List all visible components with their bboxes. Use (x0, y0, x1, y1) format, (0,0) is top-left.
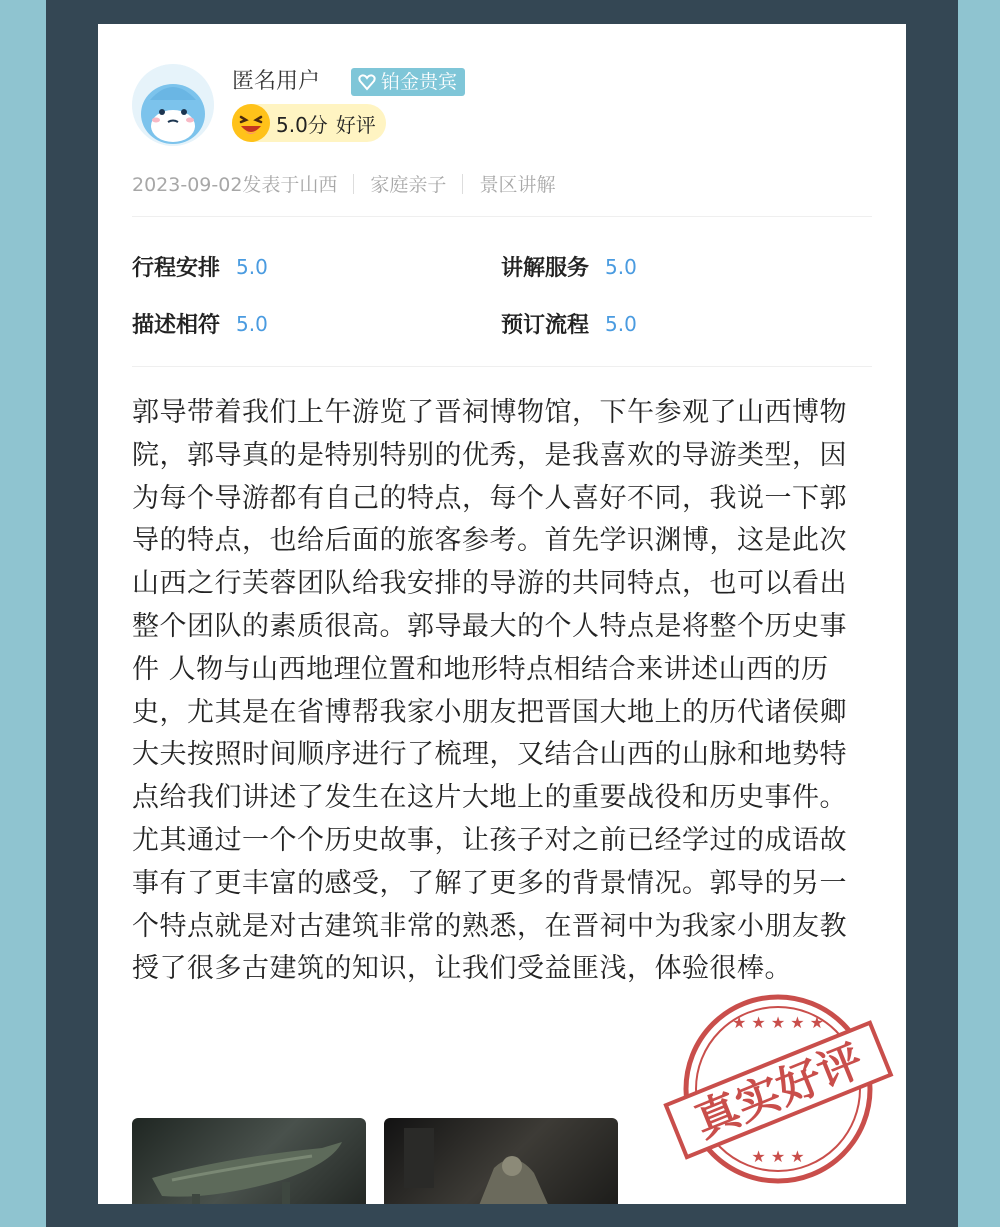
score-value: 5.0 (605, 311, 637, 336)
section-divider (132, 366, 872, 367)
score-label: 预订流程 (501, 313, 590, 338)
trip-type-tag: 家庭亲子 (370, 174, 447, 196)
username[interactable]: 匿名用户 (232, 69, 321, 94)
dolphin-avatar-icon (132, 64, 214, 146)
score-label: 描述相符 (132, 313, 221, 338)
stamp-text: 真实好评 (687, 1034, 871, 1148)
section-divider (132, 216, 872, 217)
bronze-vessel-image (132, 1118, 366, 1204)
post-date-location: 2023-09-02发表于山西 (132, 174, 338, 196)
score-booking-process (501, 308, 637, 339)
review-meta (132, 170, 555, 197)
score-label: 讲解服务 (501, 256, 590, 281)
score-value: 5.0 (236, 311, 268, 336)
vip-label: 铂金贵宾 (381, 71, 458, 93)
review-text (132, 392, 872, 991)
left-border (0, 0, 46, 1227)
review-photo-1[interactable] (132, 1118, 366, 1204)
meta-divider (353, 174, 354, 194)
service-type-tag: 景区讲解 (479, 174, 556, 196)
score-value: 5.0 (236, 254, 268, 279)
vip-badge (351, 68, 465, 96)
heart-badge-icon (357, 72, 377, 92)
svg-text:★ ★ ★: ★ ★ ★ (751, 1147, 805, 1166)
overall-score: 5.0分 (276, 112, 328, 137)
meta-divider (462, 174, 463, 194)
score-label: 行程安排 (132, 256, 221, 281)
svg-text:★ ★ ★ ★ ★: ★ ★ ★ ★ ★ (731, 1013, 825, 1032)
review-photo-2[interactable] (384, 1118, 618, 1204)
review-card (98, 24, 906, 1204)
review-body: 郭导带着我们上午游览了晋祠博物馆，下午参观了山西博物院，郭导真的是特别特别的优秀，是我喜欢的导游类型，因为每个导游都有自己的特点，每个人喜好不同，我说一下郭导的特点，也给后面的旅客参考。首先学识渊博，这是此次山西之行芙蓉团队给我安排的导游的共同特点，也可以看出整个团队的素质很高。郭导最大的个人特点是将整个历史事件 人物与山西地理位置和地形特点相结合来讲述山西的历史，尤其是在省博帮我家小朋友把晋国大地上的历代诸侯卿大夫按照时间顺序进行了梳理，又结合山西的山脉和地势特点给我们讲述了发生在这片大地上的重要战役和历史事件。尤其通过一个个历史故事，让孩子对之前已经学过的成语故事有了更丰富的感受，了解了更多的背景情况。郭导的另一个特点就是对古建筑非常的熟悉，在晋祠中为我家小朋友教授了很多古建筑的知识，让我们受益匪浅，体验很棒。 (132, 397, 847, 985)
user-avatar[interactable] (132, 64, 214, 146)
bronze-artifact-image (384, 1118, 618, 1204)
score-itinerary (132, 251, 268, 282)
authentic-review-stamp (638, 984, 898, 1194)
verdict-label: 好评 (335, 112, 376, 137)
right-border (958, 0, 1000, 1227)
score-description-match (132, 308, 268, 339)
score-guide-service (501, 251, 637, 282)
laughing-face-icon (230, 102, 272, 144)
overall-rating (232, 104, 386, 142)
score-value: 5.0 (605, 254, 637, 279)
